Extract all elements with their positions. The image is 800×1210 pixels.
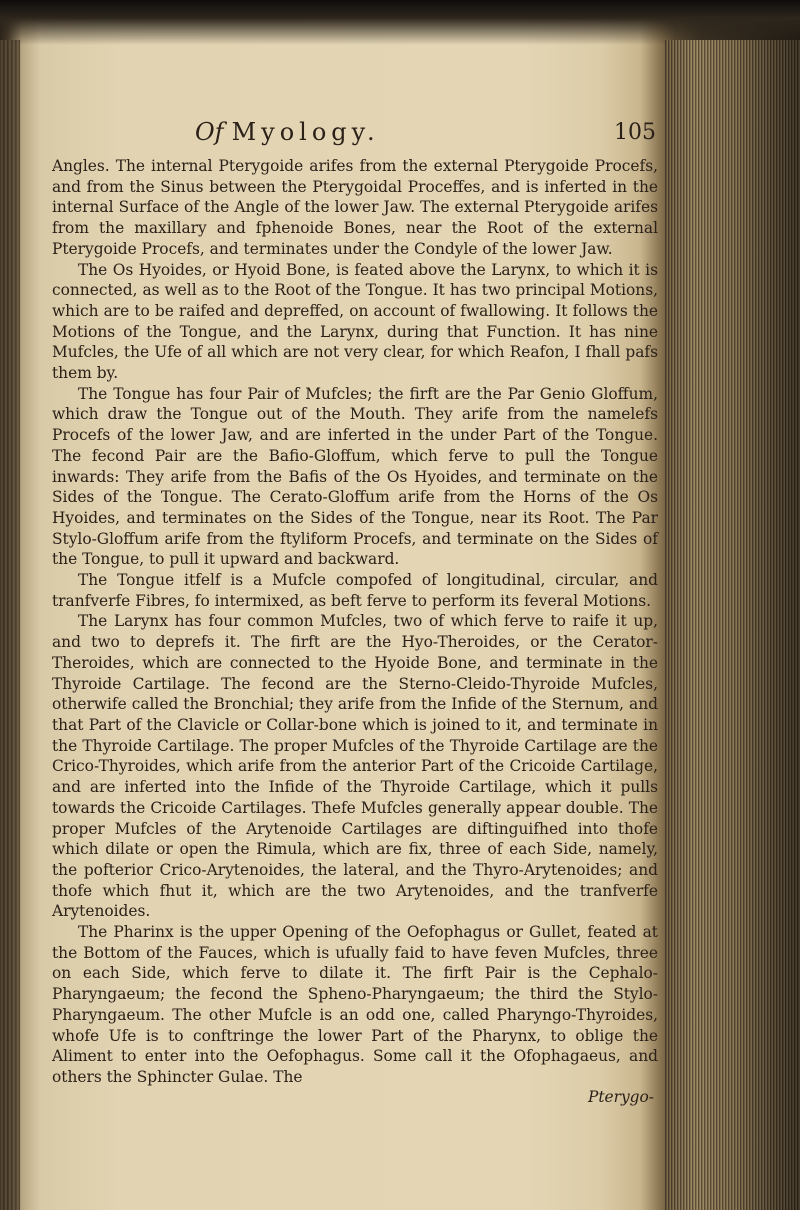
paragraph-pharinx: The Pharinx is the upper Opening of the Oefophagus or Gullet, feated at the Bottom of the Fauces, which is ufually faid to have feven Mufcles, three on each Side, which ferve to dilate it. The firft Pair is the Cephalo-Pharyngaeum; the fecond the Spheno-Pharyngaeum; the third the Stylo-Pharyngaeum. The other Mufcle is an odd one, called Pharyngo-Thyroides, whofe Ufe is to conftringe the lower Part of the Pharynx, to oblige the Aliment to enter into the Oefophagus. Some call it the Ofophagaeus, and others the Sphincter Gulae. The: [52, 923, 658, 1086]
page-stack-edge: [665, 40, 800, 1210]
paragraph-tongue-itself: The Tongue itfelf is a Mufcle compofed of longitudinal, circular, and tranfverfe Fibres, fo intermixed, as beft ferve to perform its feveral Motions.: [52, 571, 658, 610]
left-page-edge: [0, 40, 20, 1210]
body-text: [52, 156, 658, 1088]
catchword: Pterygo-: [587, 1087, 654, 1106]
top-shadow: [0, 0, 800, 45]
book-page: [52, 118, 658, 1193]
running-title: [195, 118, 380, 146]
title-prefix: Of: [195, 118, 224, 146]
paragraph-larynx: The Larynx has four common Mufcles, two of which ferve to raife it up, and two to deprefs it. The firft are the Hyo-Theroides, or the Cerator-Theroides, which are connected to the Hyoide Bone, and terminate in the Thyroide Cartilage. The fecond are the Sterno-Cleido-Thyroide Mufcles, otherwife called the Bronchial; they arife from the Infide of the Sternum, and that Part of the Clavicle or Collar-bone which is joined to it, and terminate in the Thyroide Cartilage. The proper Mufcles of the Thyroide Cartilage are the Crico-Thyroides, which arife from the anterior Part of the Cricoide Cartilage, and are inferted into the Infide of the Thyroide Cartilage, which it pulls towards the Cricoide Cartilages. Thefe Mufcles generally appear double. The proper Mufcles of the Arytenoide Cartilages are diftinguifhed into thofe which dilate or open the Rimula, which are fix, three of each Side, namely, the pofterior Crico-Arytenoides, the lateral, and the Thyro-Arytenoides; and thofe which fhut it, which are the two Arytenoides, and the tranfverfe Arytenoides.: [52, 612, 658, 921]
running-head: [52, 118, 658, 156]
page-number: 105: [614, 120, 656, 145]
paragraph-pterygoide: Angles. The internal Pterygoide arifes from the external Pterygoide Procefs, and from the Sinus between the Pterygoidal Proceffes, and is inferted in the internal Surface of the Angle of the lower Jaw. The external Pterygoide arifes from the maxillary and fphenoide Bones, near the Root of the external Pterygoide Procefs, and terminates under the Condyle of the lower Jaw.: [52, 157, 658, 258]
paragraph-tongue-muscles: The Tongue has four Pair of Mufcles; the firft are the Par Genio Gloffum, which draw the Tongue out of the Mouth. They arife from the namelefs Procefs of the lower Jaw, and are inferted in the under Part of the Tongue. The fecond Pair are the Bafio-Gloffum, which ferve to pull the Tongue inwards: They arife from the Bafis of the Os Hyoides, and terminate on the Sides of the Tongue. The Cerato-Gloffum arife from the Horns of the Os Hyoides, and terminates on the Sides of the Tongue, near its Root. The Par Stylo-Gloffum arife from the ftyliform Procefs, and terminate on the Sides of the Tongue, to pull it upward and backward.: [52, 384, 658, 569]
paragraph-os-hyoides: The Os Hyoides, or Hyoid Bone, is feated above the Larynx, to which it is connected, as well as to the Root of the Tongue. It has two principal Motions, which are to be raifed and depreffed, on account of fwallowing. It follows the Motions of the Tongue, and the Larynx, during that Function. It has nine Mufcles, the Ufe of all which are not very clear, for which Reafon, I fhall pafs them by.: [52, 260, 658, 383]
title-word: Myology.: [231, 118, 380, 146]
